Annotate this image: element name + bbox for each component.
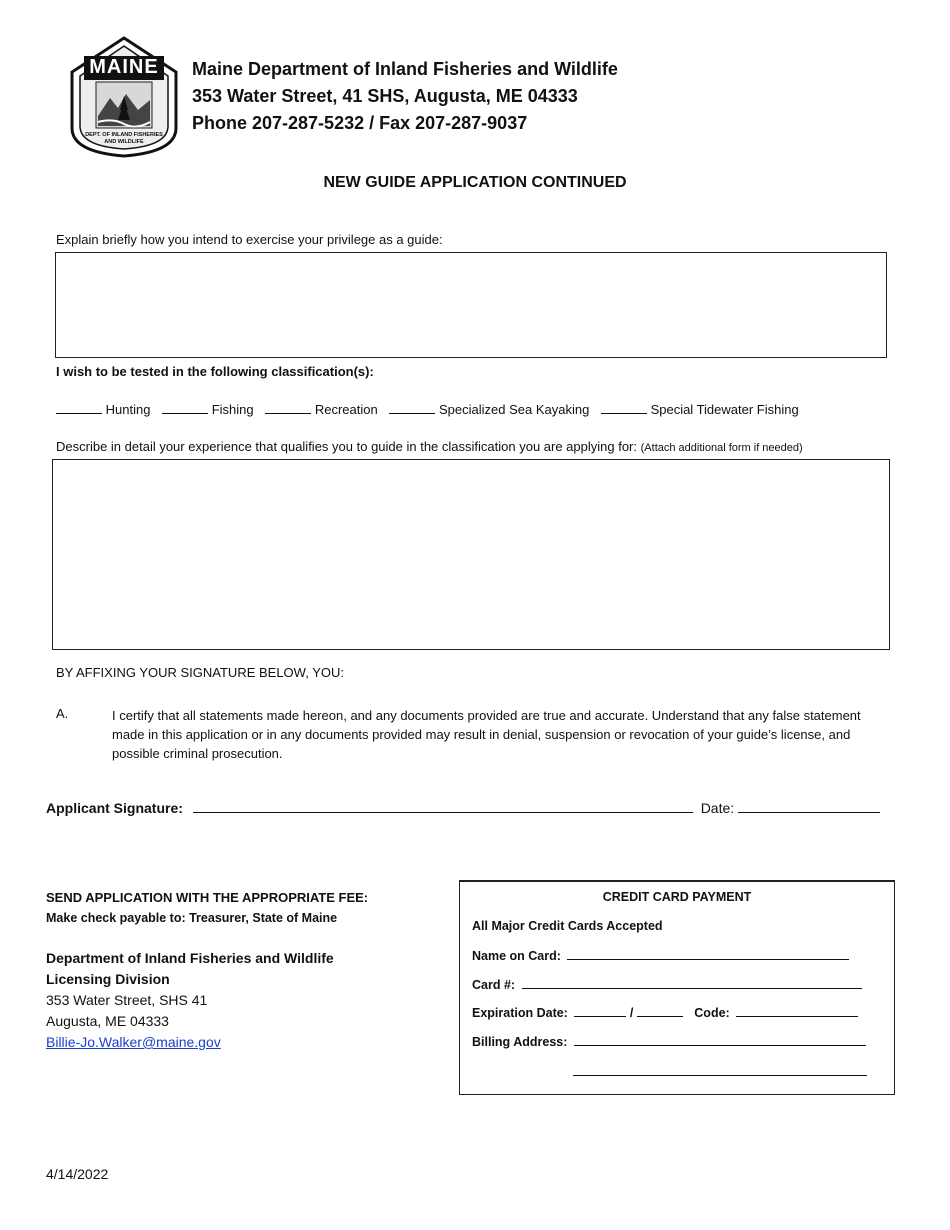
- send-heading: SEND APPLICATION WITH THE APPROPRIATE FEE:: [46, 890, 369, 905]
- cc-name-label: Name on Card:: [472, 949, 561, 963]
- cc-code-label: Code:: [694, 1006, 730, 1020]
- classification-sea-kayaking[interactable]: Specialized Sea Kayaking: [389, 402, 589, 417]
- maine-ifw-seal: [68, 36, 180, 158]
- form-title: NEW GUIDE APPLICATION CONTINUED: [323, 174, 627, 191]
- intent-label: Explain briefly how you intend to exercise your privilege as a guide:: [56, 232, 443, 247]
- send-division: Licensing Division: [46, 971, 170, 987]
- experience-textarea[interactable]: [52, 459, 890, 650]
- classification-recreation[interactable]: Recreation: [265, 402, 378, 417]
- cc-exp-month-field[interactable]: [574, 1004, 626, 1017]
- send-dept: Department of Inland Fisheries and Wildlife: [46, 950, 334, 966]
- date-label: Date:: [700, 800, 735, 816]
- signature-label: Applicant Signature:: [46, 800, 183, 816]
- footer-date: 4/14/2022: [46, 1166, 109, 1182]
- dept-name: Maine Department of Inland Fisheries and Wildlife: [192, 59, 618, 79]
- cc-title: CREDIT CARD PAYMENT: [602, 890, 752, 904]
- cc-name-field[interactable]: [567, 947, 849, 960]
- cc-exp-label: Expiration Date:: [472, 1006, 568, 1020]
- email-link[interactable]: Billie-Jo.Walker@maine.gov: [46, 1034, 221, 1050]
- cc-accepted: All Major Credit Cards Accepted: [472, 919, 663, 933]
- cc-billing-label: Billing Address:: [472, 1035, 568, 1049]
- classification-hunting[interactable]: Hunting: [56, 402, 150, 417]
- classification-tidewater-fishing[interactable]: Special Tidewater Fishing: [601, 402, 799, 417]
- cc-code-field[interactable]: [736, 1004, 858, 1017]
- cc-name-row: [472, 947, 849, 963]
- classifications-label: I wish to be tested in the following classification(s):: [56, 364, 374, 379]
- send-street: 353 Water Street, SHS 41: [46, 992, 208, 1008]
- signature-field[interactable]: [193, 800, 693, 813]
- cc-exp-year-field[interactable]: [637, 1004, 683, 1017]
- cc-billing-field-2[interactable]: [573, 1061, 867, 1076]
- classification-options: [56, 401, 799, 417]
- affix-heading: BY AFFIXING YOUR SIGNATURE BELOW, YOU:: [56, 665, 344, 680]
- cc-exp-separator: /: [629, 1006, 634, 1020]
- affix-item-letter: A.: [56, 706, 69, 721]
- seal-ring-text: DEPT. OF INLAND FISHERIES AND WILDLIFE: [85, 132, 163, 145]
- credit-card-box: [459, 880, 895, 1095]
- dept-phone-fax: Phone 207-287-5232 / Fax 207-287-9037: [192, 113, 528, 133]
- classification-fishing[interactable]: Fishing: [162, 402, 254, 417]
- affix-item-text: I certify that all statements made hereon, and any documents provided are true and accurate. Understand that any false statement made in this application or in any documents provided may result in denial, suspension or revocation of your guide’s license, and possible criminal prosecution.: [112, 708, 861, 761]
- dept-address: 353 Water Street, 41 SHS, Augusta, ME 04333: [192, 86, 578, 106]
- date-field[interactable]: [738, 800, 880, 813]
- cc-card-row: [472, 976, 862, 992]
- experience-label-text: Describe in detail your experience that qualifies you to guide in the classification you are applying for:: [56, 439, 638, 454]
- cc-card-field[interactable]: [522, 976, 862, 989]
- send-city: Augusta, ME 04333: [46, 1013, 169, 1029]
- experience-label: [56, 439, 803, 454]
- cc-billing-row: [472, 1033, 866, 1049]
- signature-line: [46, 800, 880, 816]
- cc-billing-field[interactable]: [574, 1033, 866, 1046]
- intent-textarea[interactable]: [55, 252, 887, 358]
- seal-top-text: MAINE: [89, 56, 159, 78]
- cc-exp-row: [472, 1004, 858, 1020]
- cc-card-label: Card #:: [472, 978, 516, 992]
- experience-note: (Attach additional form if needed): [640, 442, 803, 454]
- send-payable: Make check payable to: Treasurer, State of Maine: [46, 911, 338, 925]
